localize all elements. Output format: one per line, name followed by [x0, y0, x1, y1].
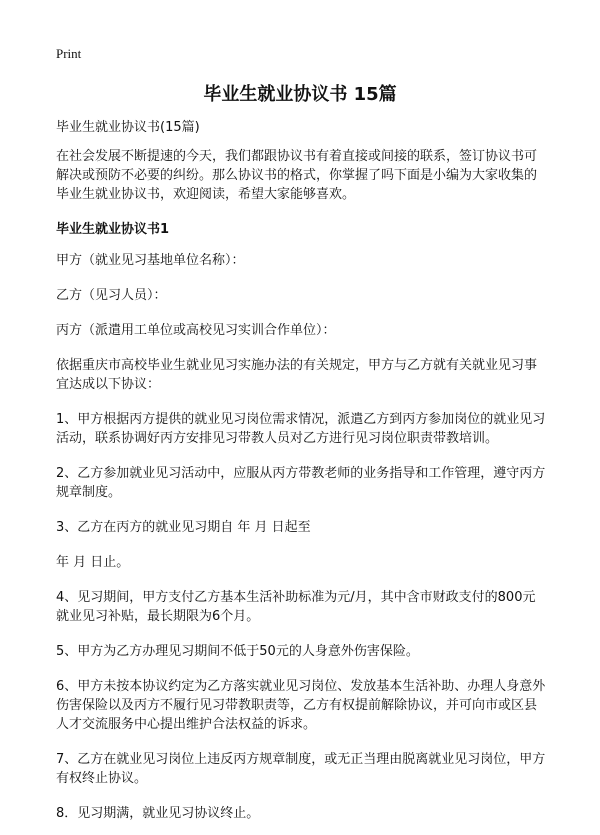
clause-8: 8．见习期满，就业见习协议终止。 — [56, 806, 260, 821]
document-body — [56, 118, 548, 835]
party-b-line: 乙方（见习人员）： — [56, 288, 167, 303]
page-title: 毕业生就业协议书 15篇 — [203, 84, 397, 105]
clause-1: 1、甲方根据丙方提供的就业见习岗位需求情况，派遣乙方到丙方参加岗位的就业见习活动，联系协调好丙方安排见习带教人员对乙方进行见习岗位职责带教培训。 — [56, 412, 546, 446]
clause-3: 3、乙方在丙方的就业见习期自 年 月 日起至 — [56, 520, 311, 535]
party-a-line: 甲方（就业见习基地单位名称）： — [56, 253, 245, 268]
clause-3-continued: 年 月 日止。 — [56, 555, 130, 570]
preamble-paragraph: 依据重庆市高校毕业生就业见习实施办法的有关规定，甲方与乙方就有关就业见习事宜达成以下协议： — [56, 358, 538, 392]
intro-paragraph: 在社会发展不断提速的今天，我们都跟协议书有着直接或间接的联系，签订协议书可解决或预防不必要的纠纷。那么协议书的格式，你掌握了吗下面是小编为大家收集的毕业生就业协议书，欢迎阅读，希望大家能够喜欢。 — [56, 149, 538, 202]
party-c-line: 丙方（派遣用工单位或高校见习实训合作单位）： — [56, 323, 336, 338]
print-link[interactable]: Print — [56, 46, 82, 61]
section-heading: 毕业生就业协议书1 — [56, 222, 170, 237]
clause-4: 4、见习期间，甲方支付乙方基本生活补助标准为元/月，其中含市财政支付的800元就业见习补贴，最长期限为6个月。 — [56, 590, 536, 624]
clause-2: 2、乙方参加就业见习活动中，应服从丙方带教老师的业务指导和工作管理，遵守丙方规章制度。 — [56, 466, 546, 500]
clause-7: 7、乙方在就业见习岗位上违反丙方规章制度，或无正当理由脱离就业见习岗位，甲方有权终止协议。 — [56, 752, 546, 786]
document-subtitle: 毕业生就业协议书(15篇) — [56, 120, 200, 135]
clause-5: 5、甲方为乙方办理见习期间不低于50元的人身意外伤害保险。 — [56, 644, 419, 659]
clause-6: 6、甲方未按本协议约定为乙方落实就业见习岗位、发放基本生活补助、办理人身意外伤害保险以及丙方不履行见习带教职责等，乙方有权提前解除协议，并可向市或区县人才交流服务中心提出维护合法权益的诉求。 — [56, 679, 546, 732]
